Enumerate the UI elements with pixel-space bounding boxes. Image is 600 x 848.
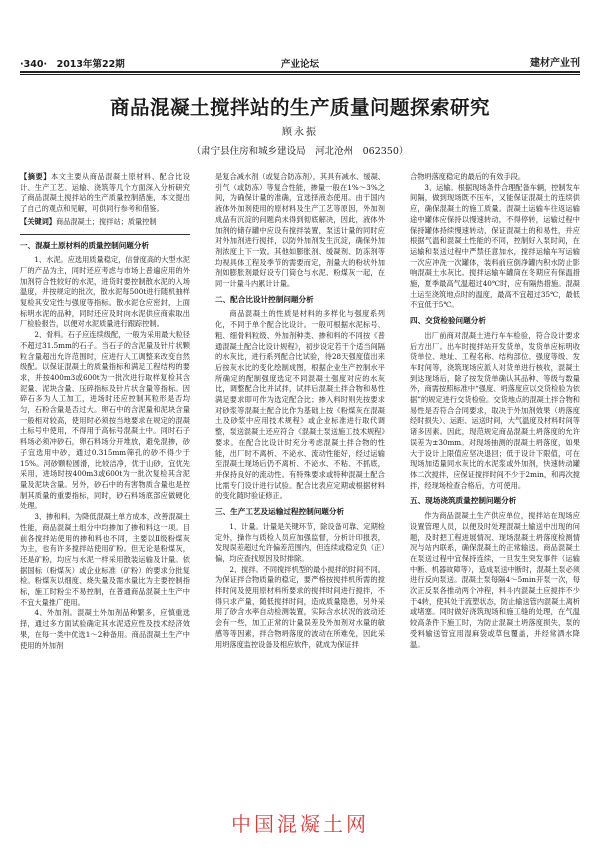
section-heading-5: 五、现场浇筑质量控制问题分析: [410, 496, 517, 506]
page-number-issue: ·340· 2013年第22期: [20, 59, 125, 70]
paragraph: 3、运输。根据现场条件合理配备车辆，控制发车间隔，做到现场既不压车，又能保证混凝土的连续供应，确保混凝土的施工质量。混凝土运输车往返运输途中罐体应保持以慢速转动，不得停转，运输过程中保持罐体持续慢速转动，保证混凝土的和易性，并应根据气温和混凝土性能的不同，控制好入泵时间，在运输和泵送过程中严禁任意加水，搅拌运输车写运输一次应冲洗一次罐体，装料前应倒净罐内积水防止影响混凝土水灰比。搅拌运输车罐筒在冬期应有保温措施，夏季最高气温超过40℃时，应有隔热措施。混凝土运至浇筑地点时的温度，最高不宜超过35℃，最低不宜低于5℃。: [410, 182, 580, 310]
column-3: [410, 172, 580, 650]
section-heading-3: 三、生产工艺及运输过程控制问题分析: [215, 507, 345, 517]
keywords-label: 【关键词】: [20, 216, 56, 226]
section-name: 产业论坛: [280, 59, 319, 70]
section-heading-1: 一、混凝土原材料的质量控制问题分析: [20, 240, 150, 250]
paragraph: 是复合减水剂（或复合防冻剂），其具有减水、缓凝、引气（或防冻）等复合性能，掺量一般在1%～3%之间，为确保计量的准确，宜选择液态使用。由于国内液体外加剂使用的原材料及生产工艺等原因，外加剂成品有沉淀的问题尚未得到彻底解决，因此，液体外加剂的储存罐中应设有搅拌装置，泵送计量的同时应对外加剂进行搅拌，以防外加剂发生沉淀，确保外加剂浓度上下一致。其他如膨胀剂、缓凝剂、防冻剂等均视具体工程及季节的需要而定，剂量大的粉状外加剂如膨胀剂最好设专门筒仓与水泥、粉煤灰一起，在同一计量斗内累计计量。: [215, 172, 385, 289]
author-name: 顾永振: [282, 127, 318, 138]
journal-logo: 建材产业刊: [530, 58, 580, 69]
author-affiliation: （肃宁县住房和城乡建设局 河北沧州 062350）: [191, 146, 409, 157]
site-watermark: 中国混凝土网: [231, 812, 369, 836]
abstract-label: 【摘要】: [20, 172, 52, 181]
section-heading-2: 二、配合比设计控制问题分析: [215, 294, 314, 304]
keywords-text: 商品混凝土；搅拌站；质量控制: [55, 216, 157, 226]
paragraph: 作为商品混凝土生产供应单位，搅拌站在现场应设置管理人员，以便及时处理混凝土输送中出现的问题，及时把工程进展情况、现场混凝土坍落度检测情况与站内联系，确保混凝土的正常输送。商品混凝土在泵送过程中宜保持连续，一旦发生突发事件（运输中断、机器故障等），造成泵送中断时，混凝土泵必须进行反向泵送。混凝土泵每隔4～5min开泵一次，每次正反泵各推动两个冲程，料斗内混凝土应搅拌不少于4转，使其处于流塑状态，防止输送管内混凝土离析或堵塞。同时做好浇筑现场和施工缝的处理，在气温较高条件下施工时，为防止混凝土坍落度损失，泵的受料输送管宜用湿麻袋或草包覆盖，并经常洒水降温。: [410, 511, 580, 649]
paragraph: 出厂前商对混凝土进行车车检验，符合设计要求后方出厂。出车时搅拌站开发货单，发货单应标明收货单位、地址、工程名称、结构部位、强度等级、发车时间等，浇筑现场应派人对货单进行核收，混凝土到达现场后，除了按发货单确认其品种、等级与数量外，商需按照标准中“强度、坍落度应以交货检验为依据”的规定进行交货检验。交货地点的混凝土拌合物和易性是否符合合同要求，取决于外加剂效果（坍落度经时损失）、运距、运送时间，大气温度及材料时间等诸多因素。因此，现范规定商品混凝土坍落度的允许误差为±30mm。对现场抽测的混凝土坍落度，如果大于设计上限值应坚决退回；低于设计下限值，可在现场加适量同水灰比的水泥浆或外加剂，快速转动罐体二次搅拌，应保证搅拌时间不少于2min，和再次搅拌，经现场检查合格后，方可使用。: [410, 330, 580, 490]
article-title: 商品混凝土搅拌站的生产质量问题探索研究: [109, 96, 490, 119]
paragraph: 3、掺和料。为降低混凝土单方成本，改善混凝土性能，商品混凝土组分中均掺加了掺和料这一项。目前各搅拌站使用的掺和料也不同，主要以Ⅱ级粉煤灰为主，也有许多搅拌站使用矿粉。但无论是粉煤灰，还是矿粉，均应与水泥一样采用散装运输及计量。依据国标（粉煤灰）或企业标准（矿粉）的要求分批复检。粉煤灰以细度、烧失量及需水量比为主要控制指标，施工时粉尘不易控制，在普通商品混凝土生产中不宜大量推广使用。: [20, 512, 190, 607]
abstract-text: 本文主要从商品混凝土原材料、配合比设计、生产工艺、运输、浇筑等几个方面深入分析研究了商品混凝土搅拌站的生产质量控制措施，本文提出了自己的观点和见解，可供同行参考和借鉴。: [20, 172, 190, 214]
abstract-divider: [20, 234, 190, 235]
paragraph: 1、计量。计量是关键环节，除设备可靠、定期检定外，操作与质检人员应加强监督，分析计印报表，发现误差超过允许偏差范围内，但连续或稳定负（正）偏，均应查找原因及时排除。: [215, 521, 385, 563]
header-rule: [20, 71, 580, 73]
paragraph: 4、外加剂。混凝土外加剂品种繁多，应慎重选择，通过多方面试验确定其水泥适应性及技术经济效果，在每一类中优选1～2种备用。商品混凝土生产中使用的外加剂: [20, 608, 190, 650]
section-heading-4: 四、交货检验问题分析: [410, 316, 486, 326]
paragraph: 2、搅拌。不同搅拌机型的最小搅拌的时间不同。为保证拌合物质量的稳定，要严格按搅拌机所需的搅拌时间及使用原材料所要求的搅拌时间进行搅拌，不得只求产量，随低搅拌时间，造成质量隐患，另外采用了砂含水率自动检测装置，实际含水状况的波动还会有一些，加工正常的计量误差及外加剂对水量的敏感等等因素，拌合物坍落度的波动在所难免，因此采用坍落度监控设备及相应软件，就成为保证拌: [215, 564, 385, 649]
paragraph: 商品混凝土的性质是材料的多样化与强度系列化，不同于单个配合比设计。一般可根据水泥标号、粗、细骨料粒级、外加剂种类、掺和料的不同按《普通混凝土配合比设计规程》，初步设定若干个适当间隔的水灰比，进行系列配合比试验，待28天强度值出来后按灰水比的变化绘制成图，根据企业生产控制水平所确定的配制强度选定不同混凝土强度对应的水灰比，调整配合比并试拌，试拌后混凝土拌合物和易性满足要求即可作为选定配合比；掺入料时则先按要求对砂浆等混凝土配合比作为基础上按《粉煤灰在混凝土及砂浆中应用技术规程》或企业标准进行取代调整，泵送混凝土还应符合《混凝土泵送施工技术规程》要求。在配合比设计时充分考虑混凝土拌合物的性能，出厂时不离析、不泌水、流动性能好，经过运输至混凝土现场后仍不离析、不泌水、不粘、不抓底，并保持良好的流动性。有特殊要求或特种混凝土配合比需专门设计进行试验。配合比表应定期或根据材料的变化随时验证修正。: [215, 309, 385, 501]
column-1: [20, 172, 190, 651]
header-rule-thin: [20, 74, 580, 75]
column-2: [215, 172, 385, 650]
paragraph: 1、水泥。应选用质量稳定，信誉度高的大型水泥厂的产品为主，同时还应考虑与市场上普遍应用的外加剂符合性较好的水泥，进货时要控制散水泥的入场温度，并按规定的批次，散水泥每500t进行随机抽样复检其安定性与强度等指标。散水泥仓应密封，上面标明水泥的品种，同时还应及时向水泥供应商索取出厂检验报告，以便对水泥质量进行跟踪控制。: [20, 255, 190, 329]
paragraph: 合物坍落度稳定的最后的有效手段。: [410, 172, 526, 181]
paragraph: 2、骨料。石子应连续级配，一般为采用最大粒径不超过31.5mm的石子。当石子的含泥量及针片状颗粒含量超出允许范围时，应进行人工调整来改变自然级配。以保证混凝土的质量指标和满足工程结构的要求，并按400m3或600t为一批次进行取样复检其含泥量、泥块含量、压碎指标及针片状含量等指标。因碎石多为人工加工，进场时还应控制其粒形是否均匀，石粉含量是否过大。卵石中的含泥量和泥块含量一般相对较高，使用时必须按当地要求在规定的混凝土标号中使用，不得用于高标号混凝土中。同时石子料场必须冲砂石，卵石料场分开堆放，避免混掺，砂子宜选用中砂，通过0.315mm筛孔的砂不得少于15%。河砂颗粒圆滑，比较洁净，优于山砂，宜优先采用，进场时按400m3或600t为一批次复检其含泥量及泥块含量。另外，砂石中的有害物质含量也是控制其质量的重要指标，同时，砂石料场底部应做硬化处理。: [20, 330, 190, 511]
abstract: [20, 172, 190, 215]
page-header: [20, 56, 580, 70]
keywords: [20, 217, 190, 228]
